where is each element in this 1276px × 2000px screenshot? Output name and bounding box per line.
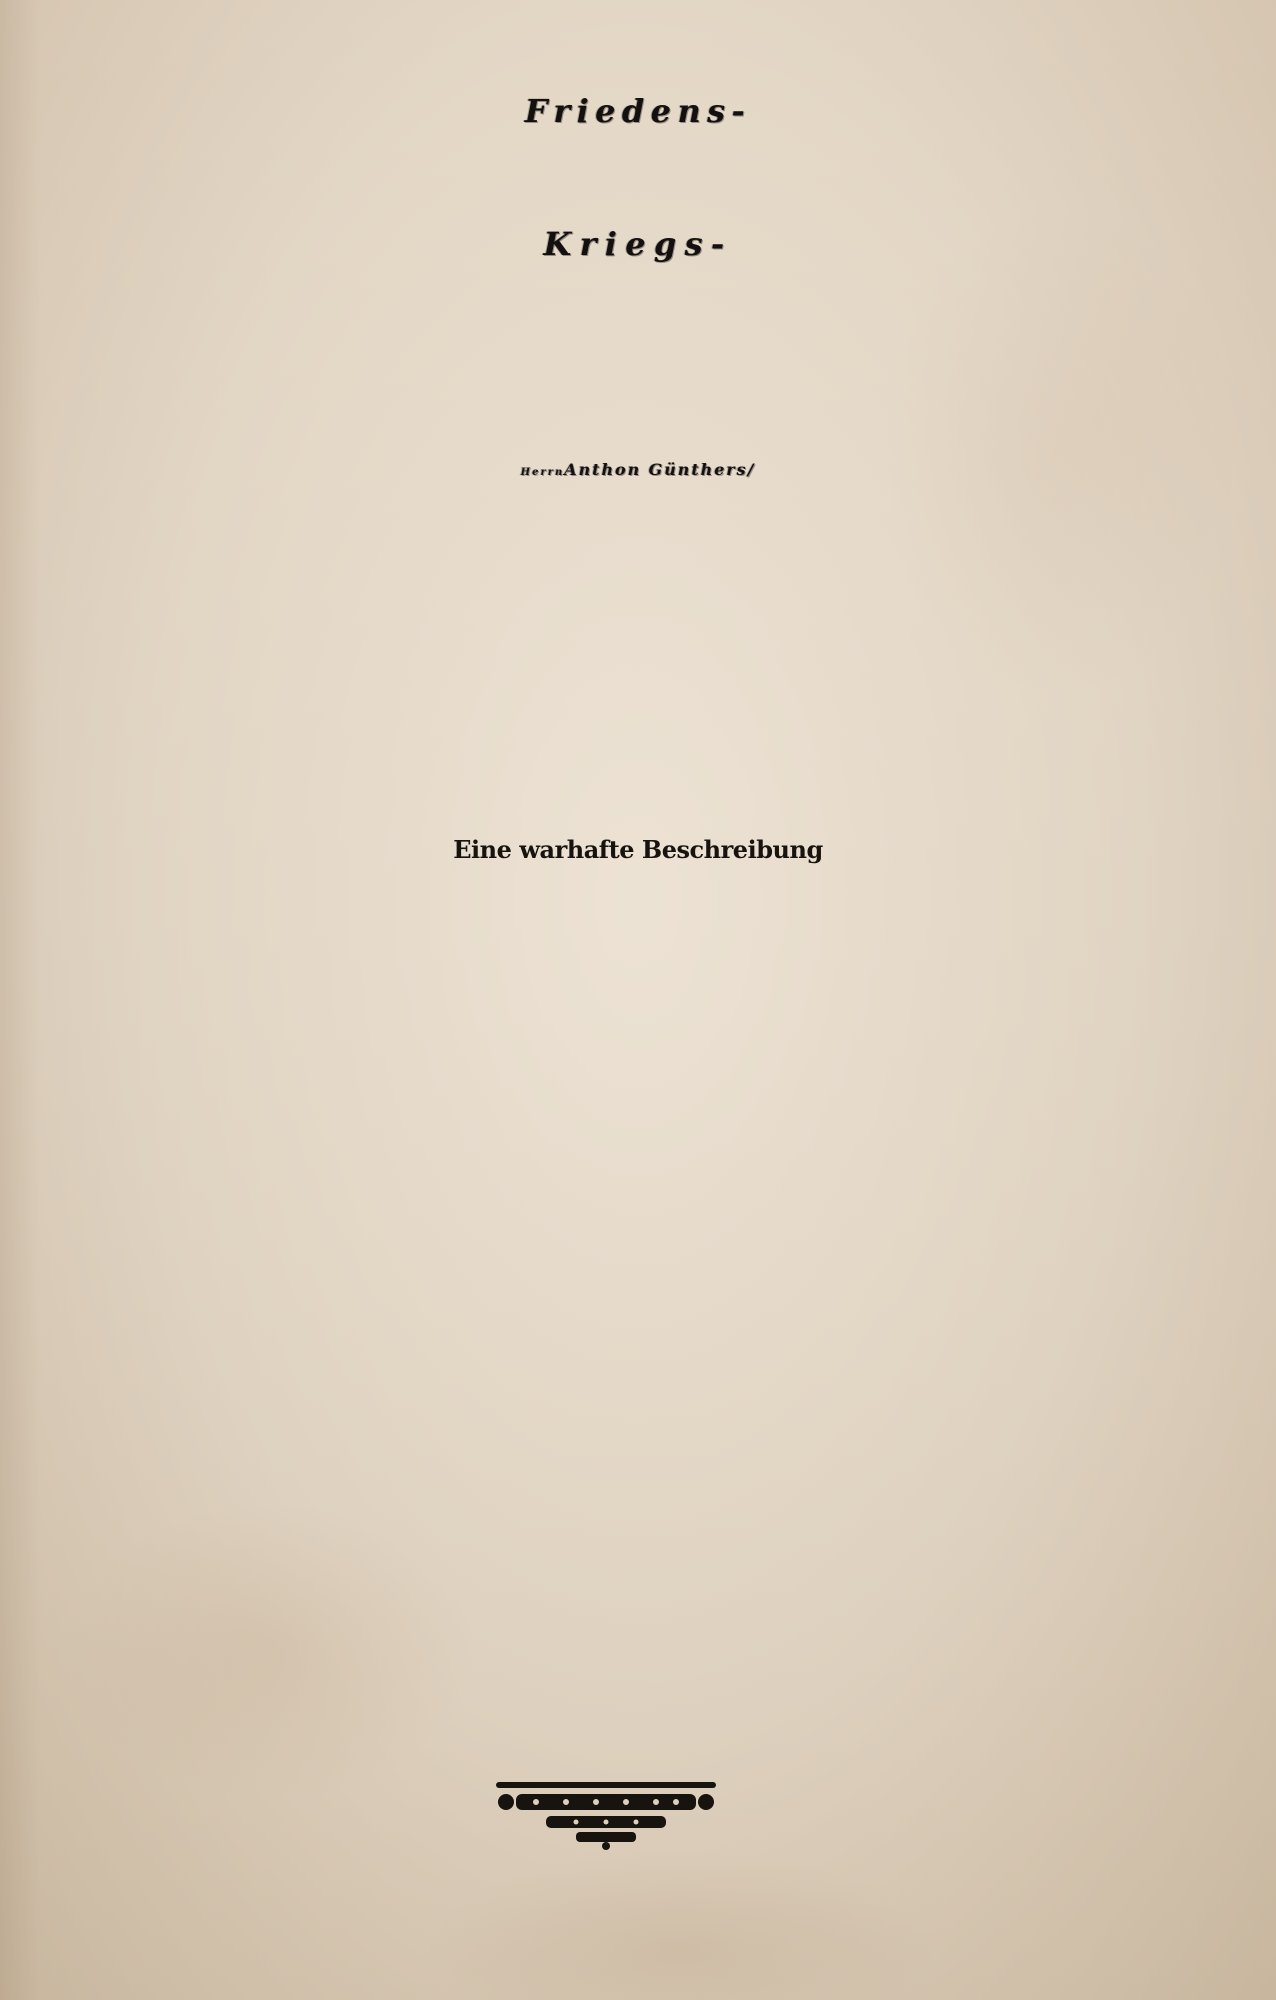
ornament-vignette (476, 1772, 736, 1852)
title-line-friedens: Friedens- (524, 92, 752, 130)
paper-stain (60, 1500, 480, 1800)
text-anthon-guenthers: Anthon Günthers/ (564, 460, 756, 479)
paper-stain (880, 200, 1240, 700)
paper-stain (420, 1850, 940, 2000)
text-herrn: Herrn (520, 467, 565, 478)
title-line-beschreibung: Eine warhafte Beschreibung (453, 835, 823, 864)
paper-edge-shadow (0, 0, 40, 2000)
title-line-kriegs: Kriegs- (543, 225, 733, 263)
title-line-anthon-guenthers (0, 462, 1276, 478)
